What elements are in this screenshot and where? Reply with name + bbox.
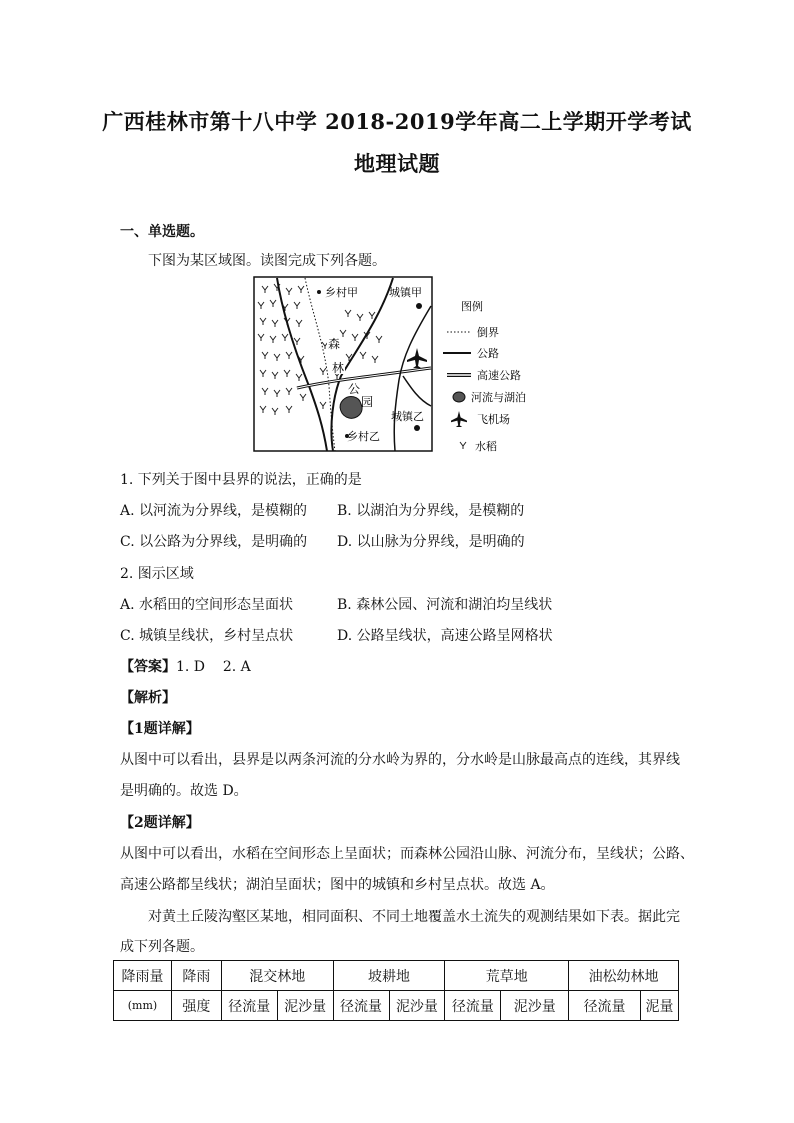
- header-group-slope-farmland: 坡耕地: [333, 961, 445, 991]
- subheader-sediment: 泥沙量: [277, 991, 333, 1021]
- subheader-sediment: 泥量: [640, 991, 678, 1021]
- q1-stem: 1. 下列关于图中县界的说法，正确的是: [120, 472, 362, 488]
- answer-line: [120, 656, 251, 676]
- q2-option-b: B. 森林公园、河流和湖泊均呈线状: [337, 597, 553, 613]
- header-group-grassland: 荒草地: [445, 961, 569, 991]
- legend-rice: 水稻: [475, 440, 497, 452]
- label-park-1: 公: [348, 382, 361, 396]
- subheader-runoff: 径流量: [445, 991, 501, 1021]
- label-village-a: 乡村甲: [325, 286, 358, 299]
- label-village-b: 乡村乙: [347, 430, 380, 443]
- q2-option-c: C. 城镇呈线状，乡村呈点状: [120, 628, 294, 644]
- section2-intro-line2: 成下列各题。: [120, 939, 204, 955]
- q2-option-d: D. 公路呈线状，高速公路呈网格状: [337, 628, 553, 644]
- label-forest-2: 林: [332, 361, 345, 375]
- rice-legend-icon: [460, 442, 466, 449]
- q2-detail-line2: 高速公路都呈线状；湖泊呈面状；图中的城镇和乡村呈点状。故选 A。: [120, 877, 555, 893]
- header-group-pine-forest: 油松幼林地: [569, 961, 679, 991]
- q1-option-b: B. 以湖泊为分界线，是模糊的: [337, 503, 525, 519]
- section2-intro-line1: 对黄土丘陵沟壑区某地，相同面积、不同土地覆盖水土流失的观测结果如下表。据此完: [148, 909, 680, 925]
- answer-text: 1. D 2. A: [176, 659, 251, 675]
- section-heading: 一、单选题。: [120, 224, 204, 240]
- label-forest-1: 森: [328, 337, 341, 351]
- analysis-label: 【解析】: [120, 690, 176, 706]
- header-group-mixed-forest: 混交林地: [221, 961, 333, 991]
- legend-airport: 飞机场: [477, 413, 510, 426]
- answer-label: 【答案】: [120, 659, 176, 675]
- doc-title-line2: 地理试题: [354, 151, 440, 176]
- label-park-2: 园: [361, 395, 374, 409]
- q1-option-d: D. 以山脉为分界线，是明确的: [337, 534, 525, 550]
- region-map-figure: [253, 276, 543, 452]
- section-intro: 下图为某区域图。读图完成下列各题。: [148, 253, 386, 269]
- lake: [340, 397, 362, 419]
- water-icon: [453, 392, 465, 402]
- legend-boundary: 倒界: [477, 326, 499, 339]
- header-intensity-1: 降雨: [171, 961, 221, 991]
- header-rainfall: 降雨量: [114, 961, 172, 991]
- header-intensity-2: 强度: [171, 991, 221, 1021]
- town-b-dot: [414, 425, 420, 431]
- q1-detail-line2: 是明确的。故选 D。: [120, 783, 248, 799]
- airport-legend-icon: [451, 411, 467, 427]
- subheader-runoff: 径流量: [221, 991, 277, 1021]
- legend-water: 河流与湖泊: [471, 391, 526, 404]
- q1-detail-label: 【1题详解】: [120, 721, 200, 737]
- soil-erosion-table: [113, 960, 679, 1021]
- legend-road: 公路: [477, 347, 499, 360]
- q2-detail-line1: 从图中可以看出，水稻在空间形态上呈面状；而森林公园沿山脉、河流分布，呈线状；公路、: [120, 846, 694, 862]
- q1-detail-line1: 从图中可以看出，县界是以两条河流的分水岭为界的，分水岭是山脉最高点的连线，其界线: [120, 752, 680, 768]
- q2-detail-label: 【2题详解】: [120, 815, 200, 831]
- label-town-a: 城镇甲: [389, 286, 422, 299]
- village-a-dot: [317, 290, 321, 294]
- label-town-b: 城镇乙: [391, 410, 424, 423]
- header-rainfall-unit: (mm): [114, 991, 172, 1021]
- legend-highway: 高速公路: [477, 369, 521, 382]
- subheader-runoff: 径流量: [569, 991, 641, 1021]
- q1-option-a: A. 以河流为分界线，是模糊的: [120, 503, 308, 519]
- table-header-row-1: [114, 961, 679, 991]
- subheader-runoff: 径流量: [333, 991, 389, 1021]
- subheader-sediment: 泥沙量: [501, 991, 569, 1021]
- doc-title-line1: 广西桂林市第十八中学 2018-2019学年高二上学期开学考试: [102, 109, 692, 134]
- q1-option-c: C. 以公路为分界线，是明确的: [120, 534, 308, 550]
- q2-stem: 2. 图示区域: [120, 566, 194, 582]
- legend-title: 图例: [461, 300, 483, 313]
- map-legend: [443, 299, 526, 452]
- town-a-dot: [416, 303, 422, 309]
- subheader-sediment: 泥沙量: [389, 991, 445, 1021]
- q2-option-a: A. 水稻田的空间形态呈面状: [120, 597, 294, 613]
- table-header-row-2: [114, 991, 679, 1021]
